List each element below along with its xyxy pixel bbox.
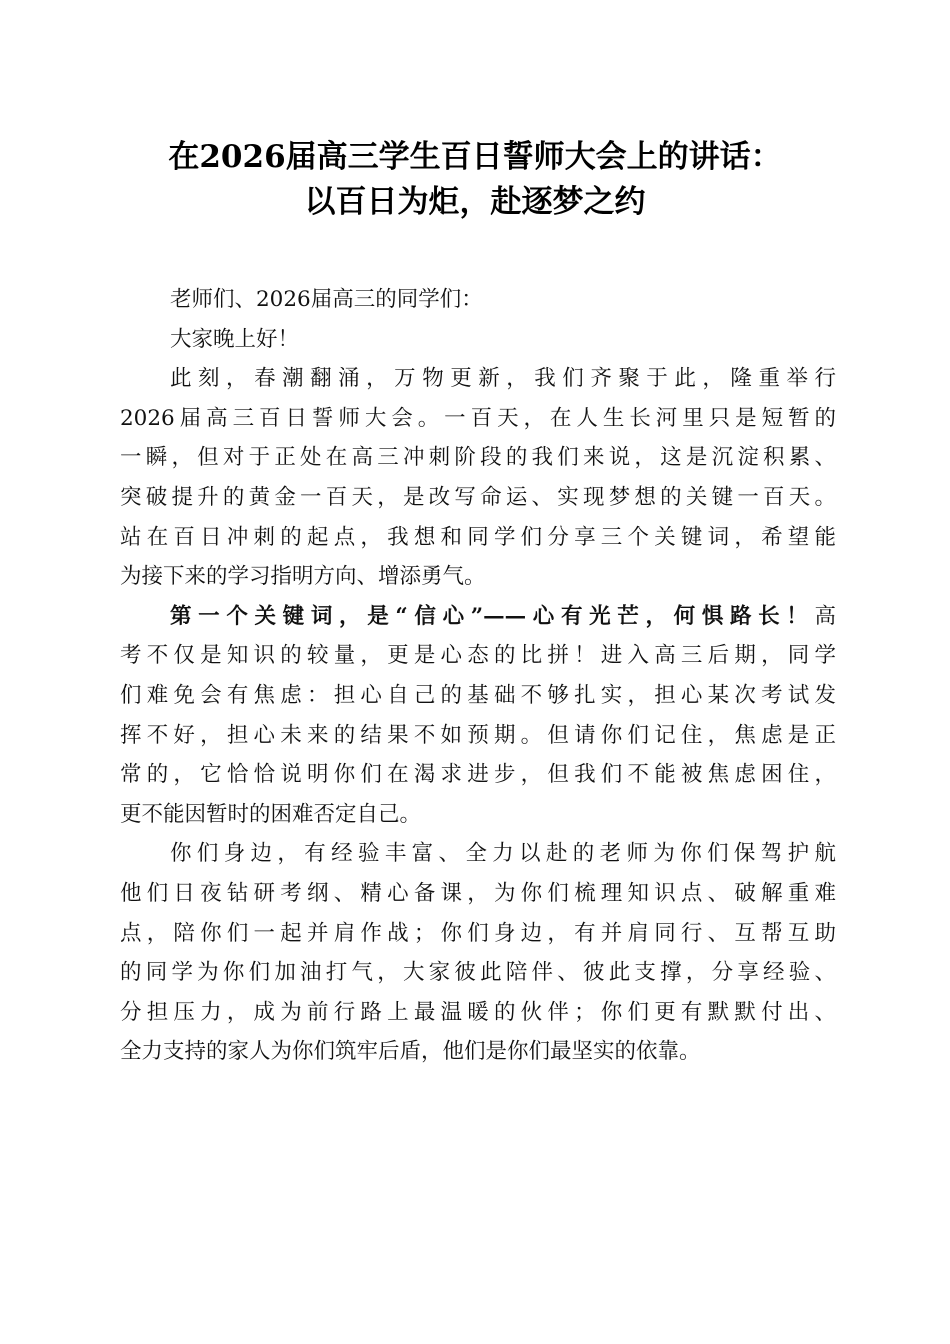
- paragraph-1-line: 站在百日冲刺的起点，我想和同学们分享三个关键词，希望能: [120, 524, 836, 550]
- paragraph-3-line: 分担压力，成为前行路上最温暖的伙伴；你们更有默默付出、: [120, 999, 836, 1025]
- paragraph-1-line: 一瞬，但对于正处在高三冲刺阶段的我们来说，这是沉淀积累、: [120, 445, 836, 471]
- document-body: [120, 280, 836, 1072]
- paragraph-3-line: 点，陪你们一起并肩作战；你们身边，有并肩同行、互帮互助: [120, 920, 836, 946]
- paragraph-2-first-line-rest: 高: [814, 603, 836, 629]
- paragraph-3: [120, 834, 836, 1072]
- paragraph-2-line: 考不仅是知识的较量，更是心态的比拼！进入高三后期，同学: [120, 643, 836, 669]
- paragraph-3-line: 他们日夜钻研考纲、精心备课，为你们梳理知识点、破解重难: [120, 880, 836, 906]
- paragraph-1: [120, 359, 836, 597]
- paragraph-2-line: 常的，它恰恰说明你们在渴求进步，但我们不能被焦虑困住，: [120, 762, 836, 788]
- paragraph-3-line: 全力支持的家人为你们筑牢后盾，他们是你们最坚实的依靠。: [120, 1039, 701, 1065]
- greeting: 大家晚上好！: [170, 326, 300, 352]
- paragraph-2-line: 挥不好，担心未来的结果不如预期。但请你们记住，焦虑是正: [120, 722, 836, 748]
- salutation: 老师们、2026届高三的同学们：: [170, 287, 483, 312]
- paragraph-2-line: 们难免会有焦虑：担心自己的基础不够扎实，担心某次考试发: [120, 682, 836, 708]
- paragraph-3-line: 你们身边，有经验丰富、全力以赴的老师为你们保驾护航: [170, 841, 836, 867]
- paragraph-2: [120, 597, 836, 835]
- paragraph-1-line: 为接下来的学习指明方向、增添勇气。: [120, 564, 486, 590]
- paragraph-1-line: 此刻，春潮翻涌，万物更新，我们齐聚于此，隆重举行: [170, 366, 836, 392]
- paragraph-2-line: 更不能因暂时的困难否定自己。: [120, 801, 422, 827]
- document-title: [0, 135, 950, 225]
- paragraph-3-line: 的同学为你们加油打气，大家彼此陪伴、彼此支撑，分享经验、: [120, 960, 836, 986]
- title-line-2: 以百日为炬，赴逐梦之约: [304, 184, 646, 220]
- keyword-heading: 第一个关键词，是“信心”——心有光芒，何惧路长！: [170, 603, 815, 629]
- paragraph-1-line: 2026届高三百日誓师大会。一百天，在人生长河里只是短暂的: [120, 405, 836, 431]
- title-line-1: 在2026届高三学生百日誓师大会上的讲话：: [168, 139, 782, 175]
- paragraph-2-first-line: [120, 597, 836, 637]
- paragraph-1-line: 突破提升的黄金一百天，是改写命运、实现梦想的关键一百天。: [120, 484, 836, 510]
